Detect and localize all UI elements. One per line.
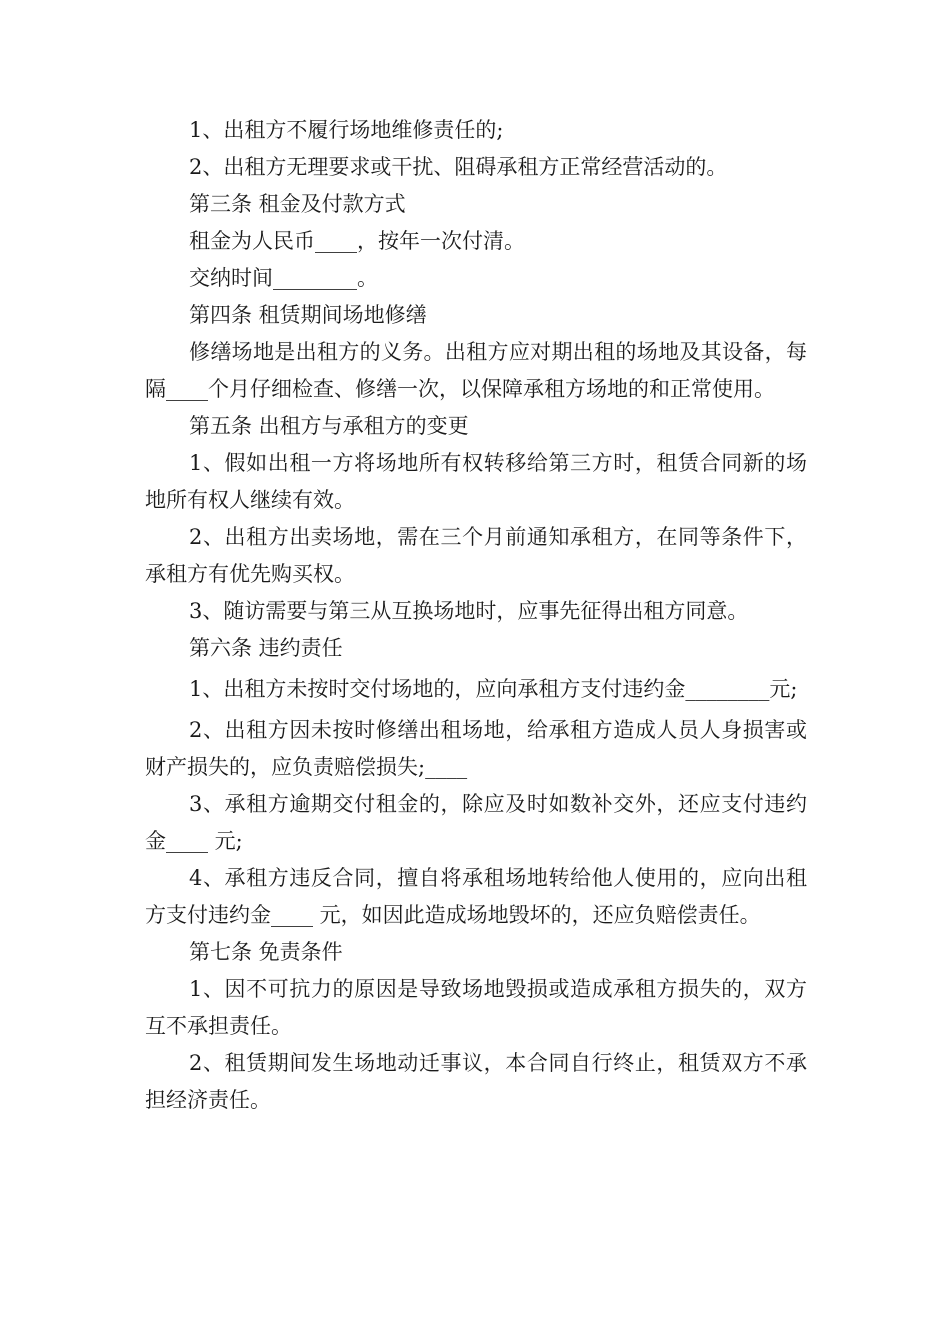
clause-item: 租金为人民币____，按年一次付清。 (189, 229, 525, 253)
section-heading: 第五条 出租方与承租方的变更 (189, 414, 469, 438)
clause-item: 2、出租方出卖场地，需在三个月前通知承租方，在同等条件下，承租方有优先购买权。 (145, 525, 807, 586)
clause-item: 1、出租方不履行场地维修责任的; (189, 118, 504, 142)
clause-item: 2、出租方因未按时修缮出租场地，给承租方造成人员人身损害或财产损失的，应负责赔偿损失;____ (145, 718, 807, 779)
clause-item: 交纳时间________。 (189, 266, 378, 290)
section-heading: 第七条 免责条件 (189, 940, 343, 964)
section-heading: 第四条 租赁期间场地修缮 (189, 303, 427, 327)
clause-item: 2、租赁期间发生场地动迁事议，本合同自行终止，租赁双方不承担经济责任。 (145, 1051, 807, 1112)
clause-item: 3、承租方逾期交付租金的，除应及时如数补交外，还应支付违约金____ 元; (145, 792, 807, 853)
section-heading: 第六条 违约责任 (189, 636, 343, 660)
clause-item: 1、因不可抗力的原因是导致场地毁损或造成承租方损失的，双方互不承担责任。 (145, 977, 807, 1038)
clause-item: 2、出租方无理要求或干扰、阻碍承租方正常经营活动的。 (189, 155, 728, 179)
clause-item: 1、出租方未按时交付场地的，应向承租方支付违约金________元; (189, 677, 798, 701)
clause-item: 1、假如出租一方将场地所有权转移给第三方时，租赁合同新的场地所有权人继续有效。 (145, 451, 807, 512)
section-heading: 第三条 租金及付款方式 (189, 192, 406, 216)
clause-item: 4、承租方违反合同，擅自将承租场地转给他人使用的，应向出租方支付违约金____ 元，如因此造成场地毁坏的，还应负赔偿责任。 (145, 866, 807, 927)
document-page (145, 112, 807, 1119)
clause-item: 3、随访需要与第三从互换场地时，应事先征得出租方同意。 (189, 599, 749, 623)
clause-item: 修缮场地是出租方的义务。出租方应对期出租的场地及其设备，每隔____个月仔细检查、修缮一次，以保障承租方场地的和正常使用。 (145, 340, 807, 401)
